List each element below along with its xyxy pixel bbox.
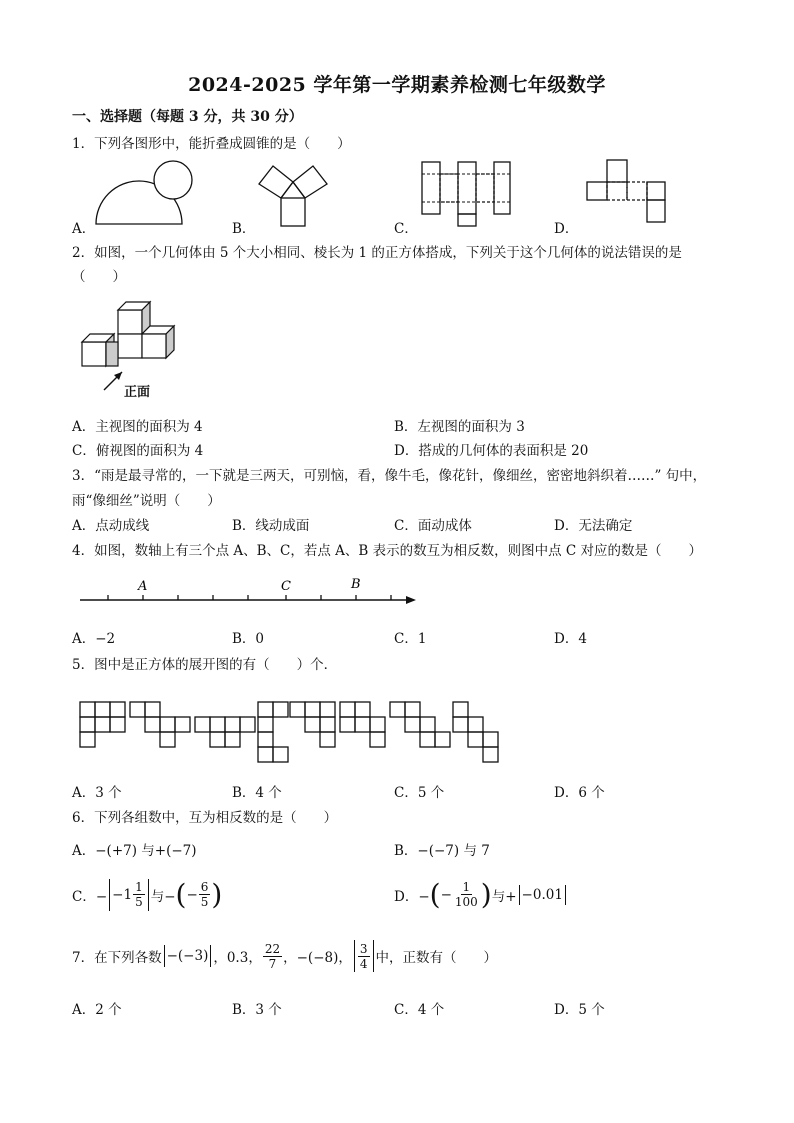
q6-d-frac [453,880,480,909]
q6-option-a[interactable]: A．−(+7) 与+(−7) [72,843,197,859]
q5-option-b[interactable]: B．4 个 [232,785,282,801]
q4-option-d[interactable]: D．4 [554,631,587,647]
q6-d-prefix: D．− [394,888,430,905]
q4-label-c: C [281,579,291,594]
q6-option-d[interactable] [394,878,568,911]
q2-option-c[interactable]: C．俯视图的面积为 4 [72,443,204,459]
q2-option-b[interactable]: B．左视图的面积为 3 [394,419,525,435]
q4-option-c[interactable]: C．1 [394,631,427,647]
frac-den: 7 [268,956,277,971]
q1-option-c[interactable]: C． [394,221,418,237]
abs-bar-right [373,940,374,972]
frac-den: 5 [200,895,209,909]
page-title: 2024-2025 学年第一学期素养检测七年级数学 [188,74,606,96]
q1-option-a[interactable]: A． [72,221,96,237]
paren-open: ( [175,878,187,911]
q6-stem: 6．下列各组数中，互为相反数的是（ ） [72,810,338,826]
frac-den: 5 [135,895,143,909]
q6-d-neg: − [440,886,452,903]
frac-num: 1 [462,880,471,894]
q2-option-d[interactable]: D．搭成的几何体的表面积是 20 [394,443,589,459]
paren-close: ) [480,878,492,911]
q7-n4: ，−(−8)， [283,950,352,966]
abs-bar-left [354,940,355,972]
abs-bar-left [164,945,165,967]
frac-num: 1 [135,880,143,894]
q6-c-prefix: C．− [72,888,108,905]
abs-bar-right [148,879,149,911]
q6-c-mix-frac [133,880,145,909]
q4-option-a[interactable]: A．−2 [72,631,116,647]
q7-stem [72,940,497,972]
abs-bar-right [565,885,566,905]
abs-bar-right [210,945,211,967]
q5-option-d[interactable]: D．6 个 [554,785,605,801]
q3-stem-line1: 3．“雨是最寻常的，一下就是三两天，可别恼，看，像牛毛，像花针，像细丝，密密地斜织着……” 句中， [72,468,707,484]
q5-stem: 5．图中是正方体的展开图的有（ ）个． [72,657,338,673]
q6-c-mid: 与− [150,888,176,905]
q1-option-d[interactable]: D． [554,221,579,237]
q6-c-frac [199,880,211,909]
q4-option-b[interactable]: B．0 [232,631,265,647]
q1-figure-c [420,160,530,230]
q7-option-d[interactable]: D．5 个 [554,1002,605,1018]
q7-option-b[interactable]: B．3 个 [232,1002,282,1018]
frac-den: 4 [359,956,368,971]
q3-option-d[interactable]: D．无法确定 [554,518,633,534]
q4-number-line [78,575,423,610]
q1-option-b[interactable]: B． [232,221,256,237]
q2-option-a[interactable]: A．主视图的面积为 4 [72,419,203,435]
q1-stem: 1．下列各图形中，能折叠成圆锥的是（ ） [72,136,351,152]
section-heading: 一、选择题（每题 3 分，共 30 分） [72,109,303,125]
frac-num: 22 [264,941,281,956]
q1-figure-b [255,160,345,230]
q6-c-neg2: − [186,886,198,903]
q1-figure-d [585,158,675,228]
frac-num: 6 [200,880,209,894]
q3-option-b[interactable]: B．线动成面 [232,518,310,534]
abs-bar-left [519,885,520,905]
q4-label-b: B [351,577,361,592]
q7-stem-suffix: 中，正数有（ ） [375,950,497,966]
q6-d-abs: −0.01 [521,886,563,903]
q4-label-a: A [138,579,148,594]
q7-frac-3-4 [358,942,370,971]
q7-stem-prefix: 7．在下列各数 [72,950,162,966]
q5-nets-figure [78,700,508,765]
q3-option-c[interactable]: C．面动成体 [394,518,472,534]
q6-c-neg: − [112,886,124,903]
q6-d-mid: 与+ [491,888,517,905]
q5-option-c[interactable]: C．5 个 [394,785,445,801]
q7-n1: −(−3) [166,948,209,964]
q4-stem: 4．如图，数轴上有三个点 A、B、C，若点 A、B 表示的数互为相反数，则图中点 C 对应的数是（ ） [72,543,703,559]
frac-num: 3 [359,941,368,956]
q2-stem-line1: 2．如图，一个几何体由 5 个大小相同、棱长为 1 的正方体搭成，下列关于这个几何体的说法错误的是 [72,245,682,261]
paren-close: ) [211,878,223,911]
q5-option-a[interactable]: A．3 个 [72,785,122,801]
q6-option-b[interactable]: B．−(−7) 与 7 [394,843,490,859]
q7-frac-22-7 [263,942,282,971]
q7-option-a[interactable]: A．2 个 [72,1002,122,1018]
q2-stem-line2: （ ） [72,269,126,285]
frac-den: 100 [454,895,478,909]
q3-option-a[interactable]: A．点动成线 [72,518,150,534]
q6-option-c[interactable] [72,878,222,911]
q1-figure-a [90,160,200,230]
q2-figure-label: 正面 [124,385,151,400]
paren-open: ( [429,878,441,911]
q7-n2: ，0.3， [213,950,262,966]
q7-option-c[interactable]: C．4 个 [394,1002,445,1018]
q3-stem-line2: 雨“像细丝”说明（ ） [72,493,221,509]
q6-c-mix-int: 1 [123,886,133,903]
abs-bar-left [109,879,110,911]
